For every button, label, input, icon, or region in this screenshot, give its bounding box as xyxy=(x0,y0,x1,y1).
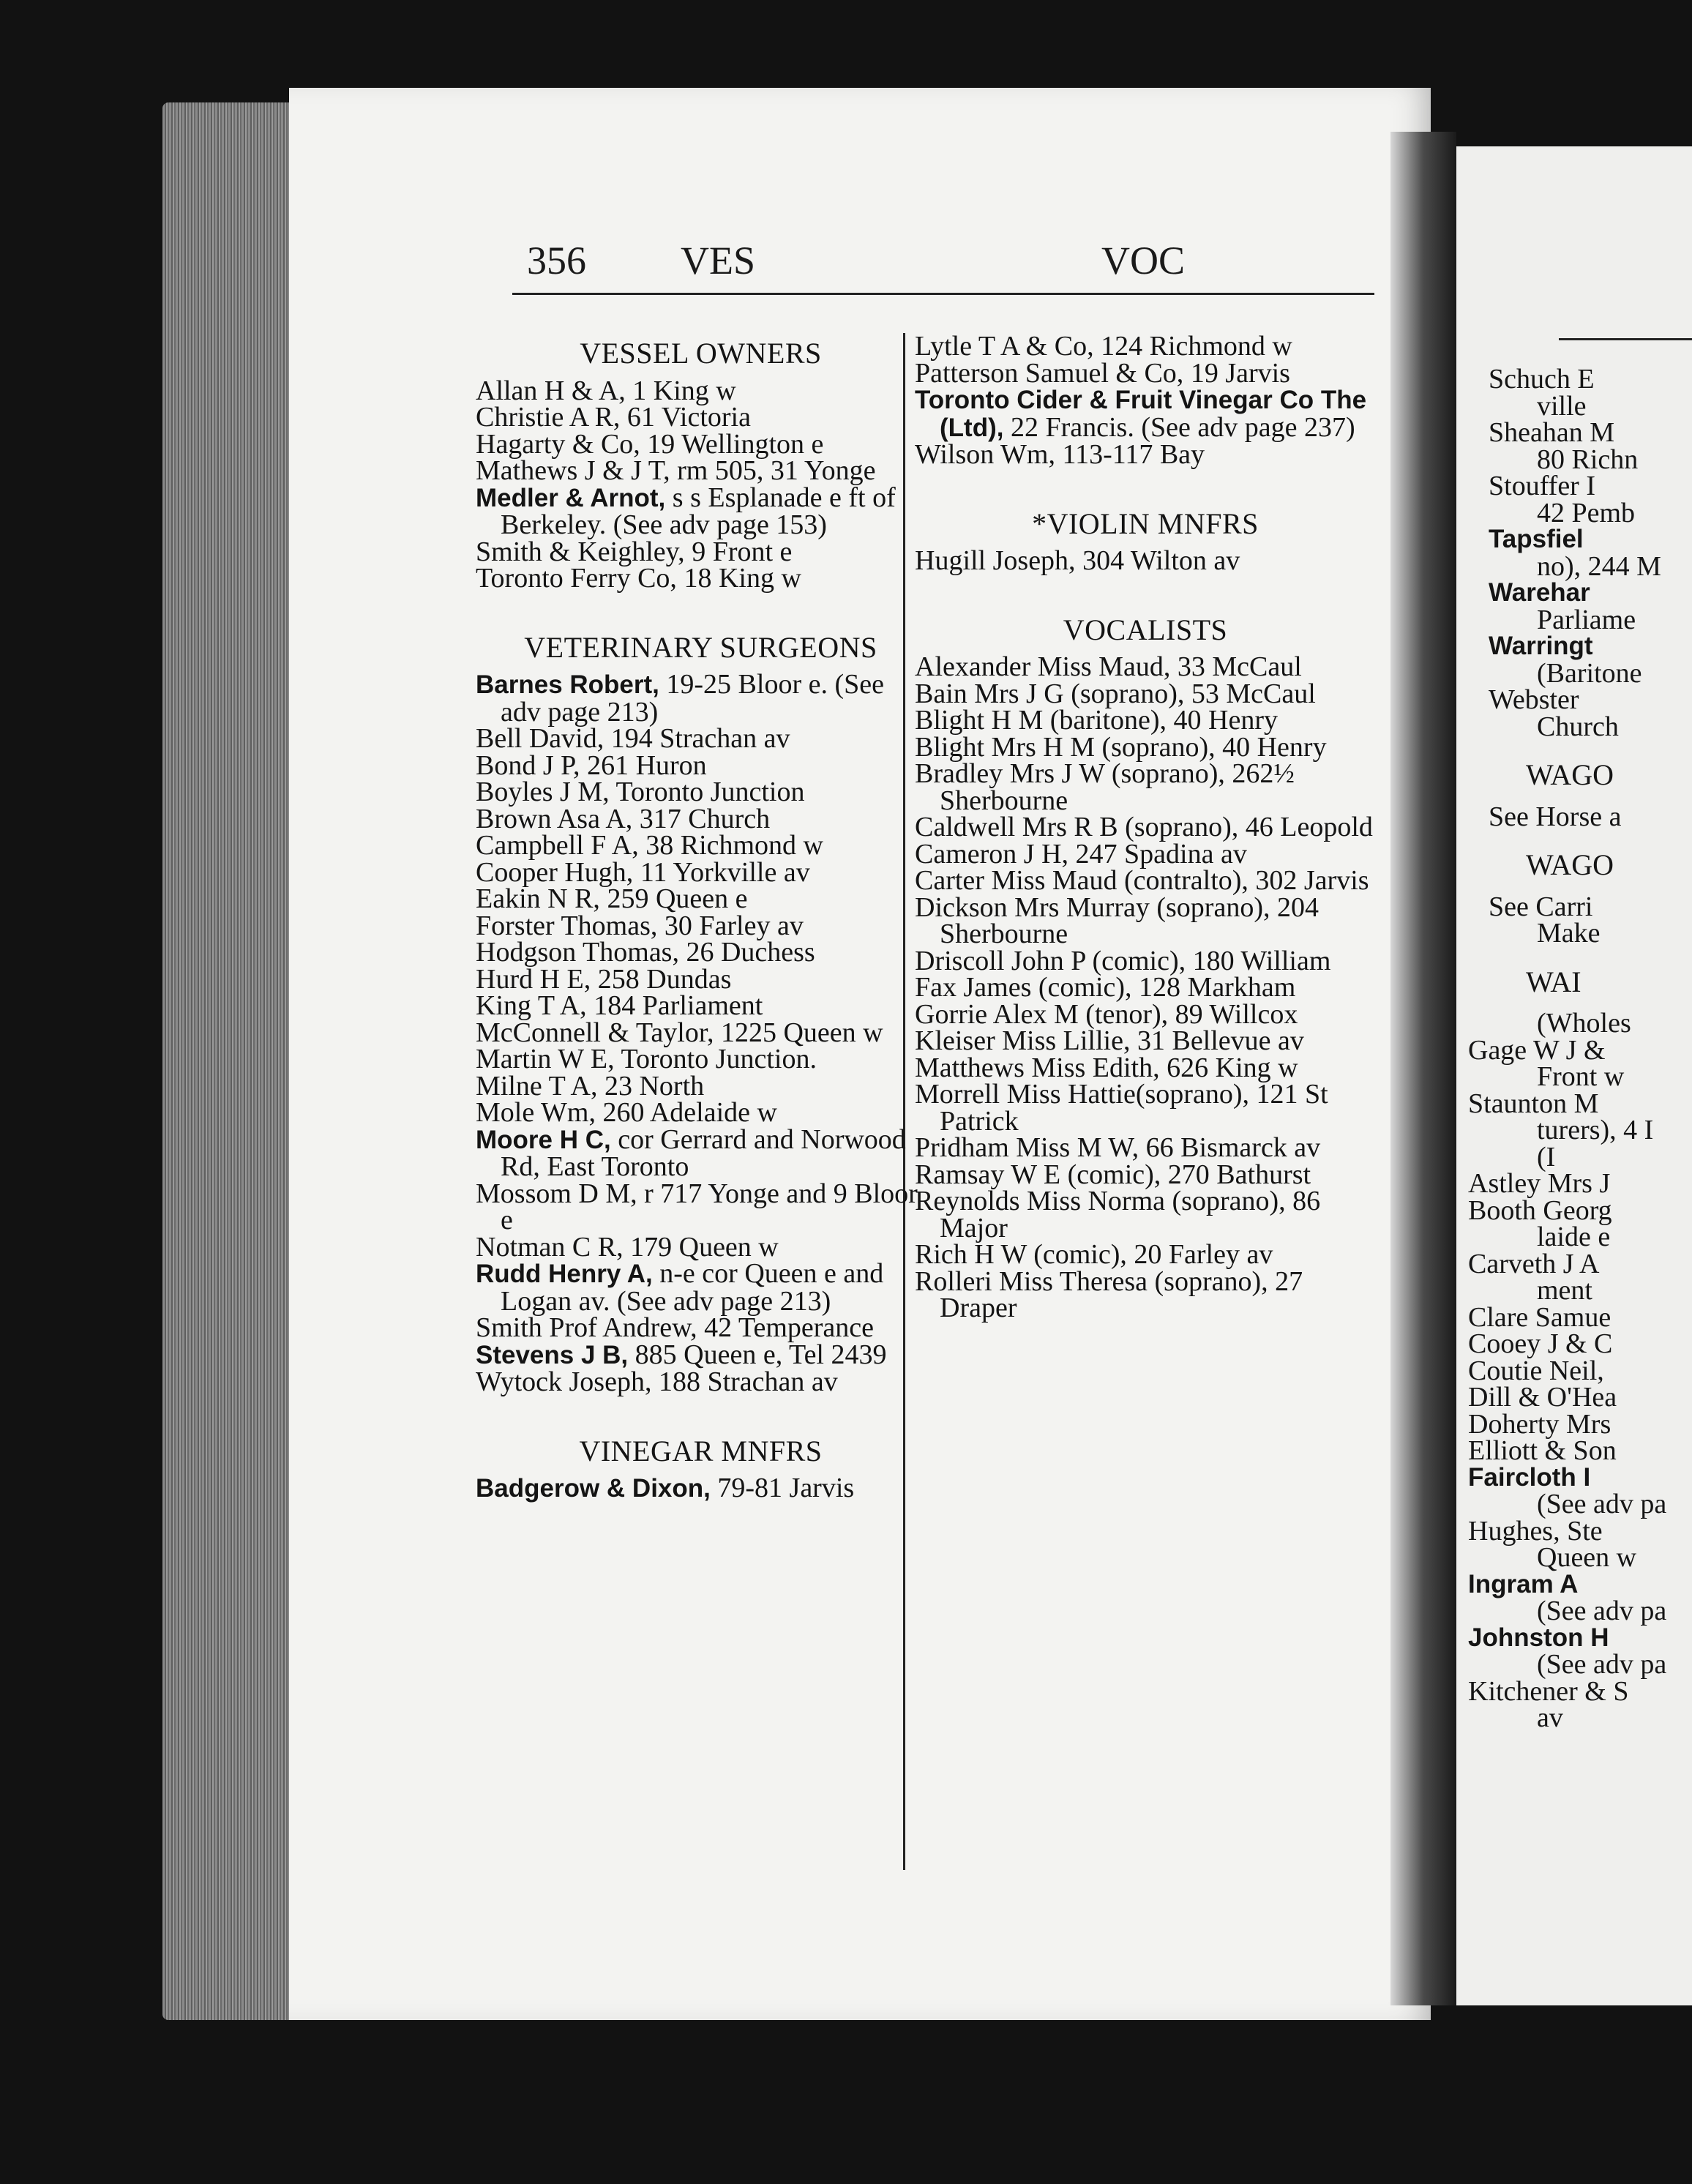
entry-name: Rolleri Miss Theresa xyxy=(915,1265,1148,1297)
entry-name: Mathews J & J T, xyxy=(476,455,670,486)
facing-page-line: Ingram A xyxy=(1468,1569,1579,1598)
entry-address: 66 Bismarck av xyxy=(1139,1132,1321,1163)
directory-entry xyxy=(476,939,926,966)
directory-entry xyxy=(476,1314,926,1342)
directory-entry xyxy=(476,1017,926,1048)
entry-address: (soprano), 40 Henry xyxy=(1094,731,1327,763)
entry-address: cor Gerrard and Norwood Rd, East Toronto xyxy=(501,1123,906,1182)
facing-page-line: Dill & O'Hea xyxy=(1468,1382,1617,1413)
entry-address: 124 Richmond w xyxy=(1093,331,1292,362)
entry-address: 18 King w xyxy=(676,563,801,594)
entry-name: Carter Miss Maud xyxy=(915,865,1118,896)
facing-page-line: ville xyxy=(1537,390,1587,422)
facing-page-line: Make xyxy=(1537,918,1601,949)
entry-name: Allan H & A, xyxy=(476,375,626,406)
facing-page-line: av xyxy=(1537,1702,1563,1733)
entry-name: Forster Thomas, xyxy=(476,910,658,941)
left-column xyxy=(476,333,926,1503)
entry-address: (soprano), 53 McCaul xyxy=(1063,678,1316,709)
entry-address: (comic), 20 Farley av xyxy=(1026,1239,1273,1270)
entry-name: Martin W E, xyxy=(476,1044,615,1074)
entry-name: Boyles J M, xyxy=(476,777,610,807)
facing-page-line: Carveth J A xyxy=(1468,1248,1600,1279)
facing-page-line: Warringt xyxy=(1489,632,1593,660)
section-heading: VINEGAR MNFRS xyxy=(579,1434,823,1467)
entry-address: 19 Jarvis xyxy=(1183,357,1290,389)
directory-entry xyxy=(915,547,1376,575)
directory-entry xyxy=(915,731,1376,763)
entry-name: King T A, xyxy=(476,990,587,1021)
directory-entry xyxy=(476,992,926,1020)
facing-page-line: (Baritone xyxy=(1537,657,1642,689)
entry-name: Eakin N R, xyxy=(476,883,600,914)
directory-entry xyxy=(915,386,1376,441)
entry-address: 317 Church xyxy=(632,803,771,834)
directory-entry xyxy=(476,1123,926,1182)
directory-entry xyxy=(915,333,1376,360)
entry-name: Campbell F A, xyxy=(476,830,639,861)
entry-name: Stevens J B, xyxy=(476,1340,629,1369)
facing-page-line: laide e xyxy=(1537,1222,1611,1252)
entry-name: Hurd H E, xyxy=(476,963,591,995)
directory-entry xyxy=(476,803,926,834)
facing-page-line: Coutie Neil, xyxy=(1468,1355,1604,1386)
facing-page-line: Cooey J & C xyxy=(1468,1328,1613,1359)
entry-address: n-e cor Queen e and Logan av. (See adv page 213) xyxy=(501,1258,884,1317)
facing-page-line: Webster xyxy=(1489,684,1579,715)
section-heading: *VIOLIN MNFRS xyxy=(1032,506,1259,540)
entry-name: Alexander Miss Maud, xyxy=(915,651,1171,682)
entry-address: rm 505, 31 Yonge xyxy=(670,455,876,486)
section-gap xyxy=(915,575,1376,610)
entry-address: (contralto), 302 Jarvis xyxy=(1117,865,1369,896)
directory-entry xyxy=(915,678,1376,709)
entry-address: 1 King w xyxy=(625,375,736,406)
entry-address: 30 Farley av xyxy=(657,910,804,941)
entry-address: 247 Spadina av xyxy=(1068,838,1247,870)
entry-address: 26 Duchess xyxy=(678,937,815,968)
directory-entry xyxy=(476,832,926,859)
facing-page-line: Johnston H xyxy=(1468,1623,1609,1652)
directory-entry xyxy=(915,998,1376,1030)
directory-entry xyxy=(476,725,926,752)
entry-name: Fax James xyxy=(915,972,1032,1003)
book-gutter xyxy=(1390,132,1456,2005)
entry-address: 304 Wilton av xyxy=(1075,545,1240,576)
directory-entry xyxy=(915,814,1376,841)
facing-page-line: (I xyxy=(1537,1141,1556,1173)
entry-name: Rudd Henry A, xyxy=(476,1260,653,1288)
facing-page-line: Tapsfiel xyxy=(1489,525,1584,553)
facing-page-line: Parliame xyxy=(1537,604,1636,635)
directory-entry xyxy=(476,1046,926,1073)
facing-page-line: Church xyxy=(1537,711,1619,742)
facing-page-text xyxy=(1456,366,1692,1732)
facing-page-line: 42 Pemb xyxy=(1537,497,1636,528)
entry-address: 260 Adelaide w xyxy=(595,1097,777,1128)
facing-page-line: Warehar xyxy=(1489,578,1590,607)
entry-address: (soprano), 121 St Patrick xyxy=(940,1079,1328,1137)
facing-page-line: Booth Georg xyxy=(1468,1194,1612,1226)
entry-name: Gorrie Alex M xyxy=(915,998,1079,1030)
directory-entry xyxy=(915,1241,1376,1268)
directory-entry xyxy=(476,1231,926,1263)
facing-page-line: Stouffer I xyxy=(1489,471,1595,501)
entry-name: Toronto Cider & Fruit Vinegar Co The (Ltd), xyxy=(915,386,1367,442)
directory-entry xyxy=(476,1475,926,1503)
facing-page-heading: WAGO xyxy=(1526,848,1614,881)
entry-name: Moore H C, xyxy=(476,1125,611,1154)
entry-name: Bradley Mrs J W xyxy=(915,758,1105,789)
directory-entry xyxy=(915,707,1376,734)
entry-name: Blight Mrs H M xyxy=(915,731,1095,763)
entry-address: 38 Richmond w xyxy=(638,830,824,861)
entry-name: Hagarty & Co, xyxy=(476,428,640,460)
entry-address: 259 Queen e xyxy=(599,883,748,914)
directory-entry xyxy=(476,1070,926,1102)
directory-entry xyxy=(915,891,1376,949)
entry-name: Medler & Arnot, xyxy=(476,483,666,512)
entry-name: Patterson Samuel & Co, xyxy=(915,357,1184,389)
left-guide-word: VES xyxy=(681,239,756,283)
directory-entry xyxy=(476,963,926,995)
directory-entry xyxy=(915,974,1376,1001)
directory-entry xyxy=(915,1134,1376,1162)
entry-name: Blight H M xyxy=(915,705,1044,736)
directory-entry xyxy=(476,779,926,806)
directory-entry xyxy=(476,565,926,592)
facing-page-line: (Wholes xyxy=(1537,1008,1631,1039)
facing-page-line: Queen w xyxy=(1537,1542,1637,1573)
entry-name: Wytock Joseph, xyxy=(476,1366,652,1397)
facing-page-line: Front w xyxy=(1537,1061,1625,1092)
entry-address: Toronto Junction. xyxy=(614,1044,817,1074)
entry-name: Kleiser Miss Lillie, xyxy=(915,1025,1131,1056)
entry-name: Ramsay W E xyxy=(915,1159,1061,1190)
entry-name: Bain Mrs J G xyxy=(915,678,1064,709)
entry-name: Pridham Miss M W, xyxy=(915,1132,1139,1163)
header-rule xyxy=(512,293,1374,295)
facing-page-line: Sheahan M xyxy=(1489,417,1615,448)
entry-address: Toronto Junction xyxy=(609,777,805,807)
section-gap xyxy=(915,468,1376,504)
directory-entry xyxy=(476,375,926,406)
entry-address: 23 North xyxy=(597,1070,705,1102)
entry-address: 188 Strachan av xyxy=(651,1366,838,1397)
entry-address: 19-25 Bloor e. (See adv page 213) xyxy=(501,669,885,728)
entry-address: 22 Francis. (See adv page 237) xyxy=(1003,411,1355,443)
entry-address: s s Esplanade e ft of Berkeley. (See adv page 153) xyxy=(501,482,896,540)
directory-entry xyxy=(915,838,1376,870)
entry-name: Dickson Mrs Murray xyxy=(915,891,1150,923)
entry-address: (comic), 180 William xyxy=(1085,945,1331,976)
directory-entry xyxy=(915,651,1376,682)
facing-page-line: Doherty Mrs xyxy=(1468,1408,1611,1440)
directory-entry xyxy=(915,441,1376,468)
entry-address: 113-117 Bay xyxy=(1055,439,1205,470)
entry-address: 19 Wellington e xyxy=(640,428,824,460)
facing-page-heading: WAI xyxy=(1526,965,1581,998)
directory-entry xyxy=(476,856,926,888)
entry-name: Matthews Miss Edith, xyxy=(915,1052,1160,1083)
facing-page-line: Hughes, Ste xyxy=(1468,1515,1603,1547)
entry-name: Toronto Ferry Co, xyxy=(476,563,677,594)
facing-page-line: See Horse a xyxy=(1489,801,1622,832)
entry-address: 61 Victoria xyxy=(620,402,751,433)
directory-entry xyxy=(476,457,926,485)
facing-page-line: Schuch E xyxy=(1489,364,1595,394)
entry-address: (soprano), 46 Leopold xyxy=(1118,812,1373,842)
entry-address: 184 Parliament xyxy=(586,990,763,1021)
facing-page-line: Clare Samue xyxy=(1468,1301,1611,1333)
facing-page-line: turers), 4 I xyxy=(1537,1115,1654,1145)
entry-address: (comic), 128 Markham xyxy=(1031,972,1296,1003)
entry-name: Driscoll John P xyxy=(915,945,1085,976)
entry-address: (baritone), 40 Henry xyxy=(1043,705,1279,736)
facing-page-line: Kitchener & S xyxy=(1468,1675,1629,1707)
entry-name: Smith & Keighley, xyxy=(476,536,685,567)
section-heading: VOCALISTS xyxy=(1063,613,1228,646)
facing-page-line: Astley Mrs J xyxy=(1468,1168,1611,1199)
entry-address: 258 Dundas xyxy=(591,963,732,995)
entry-address: 42 Temperance xyxy=(697,1312,875,1343)
entry-address: (soprano), 204 Sherbourne xyxy=(940,891,1319,949)
directory-entry xyxy=(915,945,1376,976)
entry-name: Morrell Miss Hattie xyxy=(915,1079,1136,1110)
entry-address: 31 Bellevue av xyxy=(1130,1025,1304,1056)
directory-entry xyxy=(476,404,926,431)
directory-entry xyxy=(915,1052,1376,1083)
directory-entry xyxy=(915,760,1376,814)
facing-page-line: no), 244 M xyxy=(1537,550,1661,582)
entry-name: Reynolds Miss Norma xyxy=(915,1186,1165,1216)
directory-entry xyxy=(476,428,926,460)
book-page-edges xyxy=(162,102,305,2020)
entry-name: Cooper Hugh, xyxy=(476,856,634,888)
directory-entry xyxy=(915,1025,1376,1056)
entry-name: Rich H W xyxy=(915,1239,1027,1270)
facing-page-line: Elliott & Son xyxy=(1468,1435,1617,1466)
section-gap xyxy=(476,1396,926,1431)
directory-entry xyxy=(915,1159,1376,1190)
facing-page xyxy=(1456,146,1692,2005)
entry-name: Barnes Robert, xyxy=(476,670,659,699)
entry-address: (comic), 270 Bathurst xyxy=(1060,1159,1311,1190)
directory-entry xyxy=(476,669,926,728)
entry-name: Hodgson Thomas, xyxy=(476,937,679,968)
entry-address: (soprano), 27 Draper xyxy=(940,1265,1303,1323)
directory-entry xyxy=(476,749,926,781)
right-guide-word: VOC xyxy=(1101,239,1186,283)
directory-entry xyxy=(915,1265,1376,1323)
directory-entry xyxy=(476,883,926,914)
entry-address: r 717 Yonge and 9 Bloor e xyxy=(501,1178,918,1235)
facing-page-line: See Carri xyxy=(1489,891,1593,922)
entry-name: Notman C R, xyxy=(476,1231,624,1263)
facing-page-line: (See adv pa xyxy=(1537,1649,1667,1680)
entry-address: 11 Yorkville av xyxy=(633,856,810,888)
facing-page-line: ment xyxy=(1537,1275,1592,1306)
facing-page-line: (See adv pa xyxy=(1537,1596,1667,1626)
entry-name: Cameron J H, xyxy=(915,838,1069,870)
directory-entry xyxy=(476,1099,926,1126)
directory-entry xyxy=(476,1339,926,1370)
entry-address: 179 Queen w xyxy=(623,1231,779,1263)
directory-entry xyxy=(476,910,926,941)
entry-address: 33 McCaul xyxy=(1170,651,1302,682)
facing-page-line: 80 Richn xyxy=(1537,444,1639,475)
entry-name: Caldwell Mrs R B xyxy=(915,812,1118,842)
entry-name: Brown Asa A, xyxy=(476,803,633,834)
entry-name: Bell David, xyxy=(476,723,604,754)
directory-entry xyxy=(476,536,926,567)
entry-name: Badgerow & Dixon, xyxy=(476,1474,711,1503)
entry-name: Mole Wm, xyxy=(476,1097,596,1128)
entry-address: 261 Huron xyxy=(580,749,707,781)
entry-address: 79-81 Jarvis xyxy=(710,1473,855,1503)
facing-page-rule xyxy=(1559,338,1692,340)
facing-page-line: Gage W J & xyxy=(1468,1034,1606,1066)
directory-entry xyxy=(476,1366,926,1397)
entry-address: (tenor), 89 Willcox xyxy=(1078,998,1298,1030)
page-number: 356 xyxy=(527,239,586,283)
entry-name: Bond J P, xyxy=(476,749,580,781)
directory-entry xyxy=(915,357,1376,389)
directory-entry xyxy=(915,1186,1376,1244)
directory-entry xyxy=(476,482,926,540)
entry-name: Milne T A, xyxy=(476,1070,598,1102)
entry-name: Hugill Joseph, xyxy=(915,545,1076,576)
entry-address: (soprano), 262½ Sherbourne xyxy=(940,758,1295,816)
facing-page-line: Staunton M xyxy=(1468,1088,1599,1119)
entry-name: Christie A R, xyxy=(476,402,621,433)
entry-address: (soprano), 86 Major xyxy=(940,1186,1321,1244)
directory-entry xyxy=(915,867,1376,894)
entry-name: Lytle T A & Co, xyxy=(915,331,1094,362)
facing-page-heading: WAGO xyxy=(1526,758,1614,791)
entry-address: 194 Strachan av xyxy=(604,723,790,754)
middle-column xyxy=(915,333,1376,1322)
entry-name: Wilson Wm, xyxy=(915,439,1055,470)
entry-address: 1225 Queen w xyxy=(714,1017,883,1048)
facing-page-line: Faircloth I xyxy=(1468,1462,1591,1492)
directory-entry xyxy=(476,1258,926,1317)
section-gap xyxy=(476,592,926,627)
entry-address: 9 Front e xyxy=(684,536,793,567)
directory-entry xyxy=(915,1079,1376,1137)
facing-page-line: (See adv pa xyxy=(1537,1489,1667,1519)
entry-address: 626 King w xyxy=(1159,1052,1298,1083)
section-heading: VETERINARY SURGEONS xyxy=(524,630,877,664)
entry-name: McConnell & Taylor, xyxy=(476,1017,714,1048)
directory-entry xyxy=(476,1178,926,1235)
entry-name: Smith Prof Andrew, xyxy=(476,1312,697,1343)
section-heading: VESSEL OWNERS xyxy=(580,337,822,370)
entry-name: Mossom D M, xyxy=(476,1178,637,1209)
entry-address: 885 Queen e, Tel 2439 xyxy=(628,1339,887,1370)
